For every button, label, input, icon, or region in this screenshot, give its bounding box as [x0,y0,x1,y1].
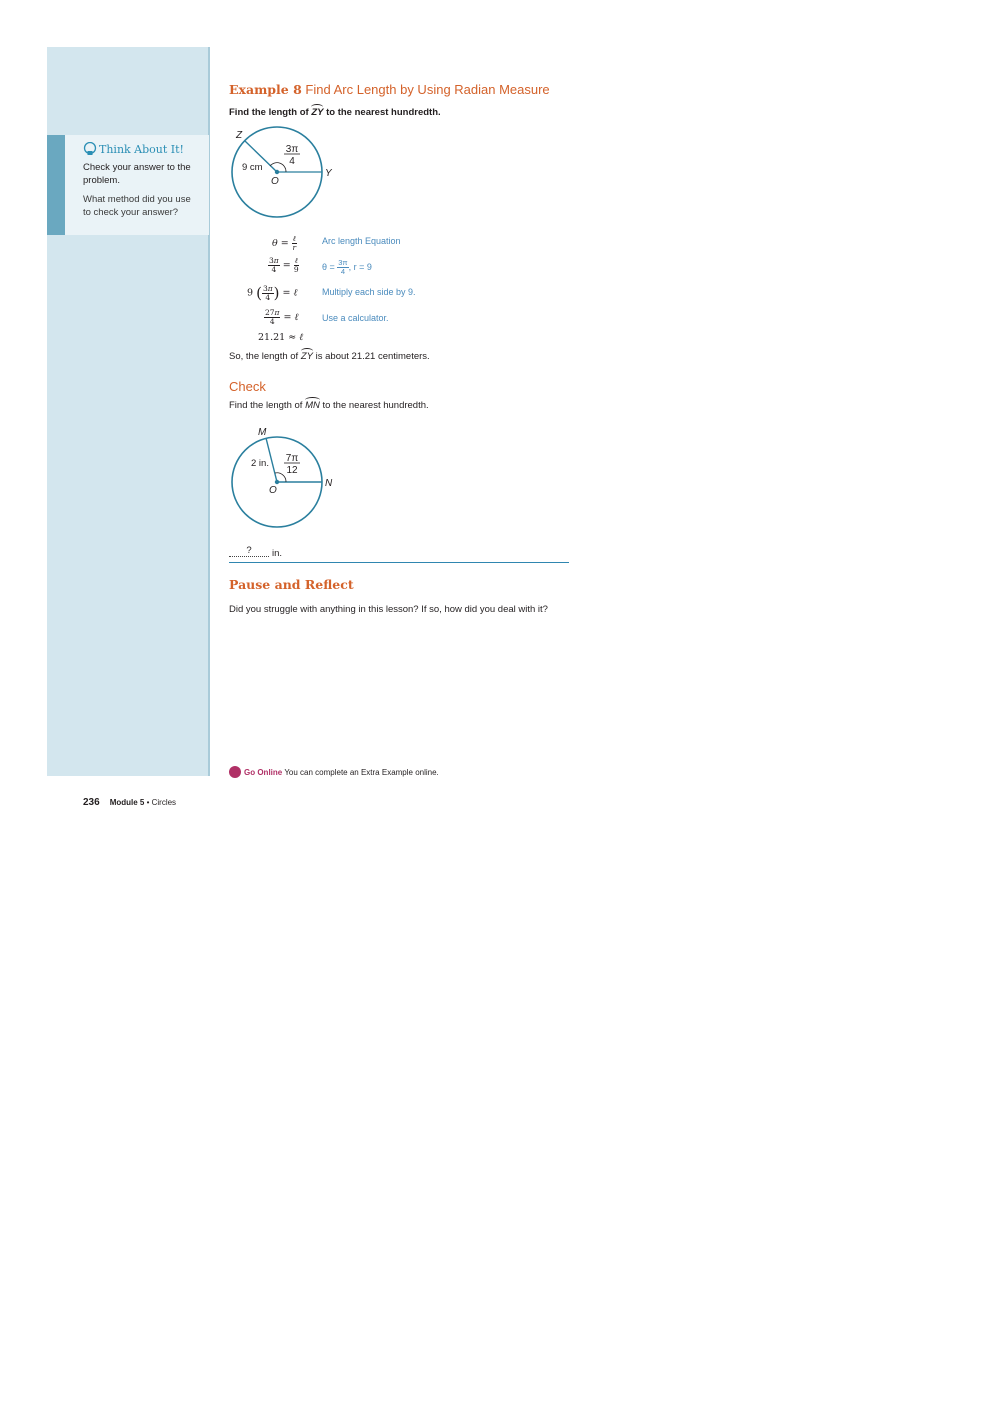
go-online-text: You can complete an Extra Example online. [282,768,439,777]
step-1-equation: θ = $\frac{\text{ℓ}}{r}$ [272,234,297,252]
check-prompt-text: Find the length of [229,400,306,411]
step-5-equation: 21.21 ≈ ℓ [258,332,304,343]
go-online-note [244,768,439,777]
check-center-point [275,480,279,484]
example-title: Find Arc Length by Using Radian Measure [305,82,550,97]
topic-label: Circles [151,798,177,807]
step-4-equation: $\frac{27\pi}{4}$ = ℓ [265,308,299,326]
answer-unit: in. [272,548,283,559]
think-about-it-bar [47,135,65,235]
example-number: Example 8 [229,82,302,97]
center-point [275,170,279,174]
answer-blank[interactable]: ? [229,545,269,557]
label-y: Y [325,168,332,179]
page-number: 236 [83,797,100,808]
label-n: N [325,478,333,489]
pause-reflect-text: Did you struggle with anything in this lesson? If so, how did you deal with it? [229,604,548,615]
check-angle-numerator: 7π [285,453,299,464]
footer-separator: • [144,798,152,807]
label-o: O [271,176,279,187]
check-label-o: O [269,485,277,496]
prompt-text-end: to the nearest hundredth. [323,107,441,118]
arc-mn: MN [305,400,320,411]
step-2-note: θ = $\frac{3\pi}{4}$ , r = 9 [322,258,372,276]
label-z: Z [236,130,243,141]
go-online-icon[interactable] [229,766,241,778]
step-4-note: Use a calculator. [322,313,389,323]
step-1-note: Arc length Equation [322,236,401,246]
check-angle-denominator: 12 [286,465,298,476]
example-circle-diagram [226,126,338,226]
angle-denominator: 4 [289,156,295,167]
section-divider [229,562,569,563]
step-3-note: Multiply each side by 9. [322,287,416,297]
module-label: Module 5 [109,798,145,807]
radius-label: 9 cm [242,162,263,173]
prompt-text: Find the length of [229,107,312,118]
think-about-it-title: Think About It! [99,143,184,156]
think-about-it-text: Check your answer to the problem. [83,162,191,186]
label-m: M [258,427,267,438]
conclusion-text-end: is about 21.21 centimeters. [312,351,430,362]
step-2-equation: $\frac{3\pi}{4}$ = $\frac{\text{ℓ}}{9}$ [269,256,299,274]
conclusion [229,351,430,362]
check-circle-diagram [226,424,338,532]
check-prompt [229,400,429,411]
angle-numerator: 3π [285,144,299,155]
conclusion-text: So, the length of [229,351,301,362]
check-title: Check [229,379,266,394]
example-prompt [229,107,441,118]
pause-reflect-title: Pause and Reflect [229,577,354,592]
check-radius-label: 2 in. [251,458,269,469]
check-prompt-text-end: to the nearest hundredth. [319,400,429,411]
example-heading [229,82,550,97]
go-online-link[interactable]: Go Online [244,768,283,777]
arc-zy: ZY [311,107,324,118]
arc-zy-conclusion: ZY [300,351,313,362]
lightbulb-icon [82,142,98,156]
page-footer [83,797,176,808]
step-3-equation: 9 ( $\frac{3\pi}{4}$ ) = ℓ [247,283,298,302]
think-about-it-question: What method did you use to check your answer? [83,194,191,218]
